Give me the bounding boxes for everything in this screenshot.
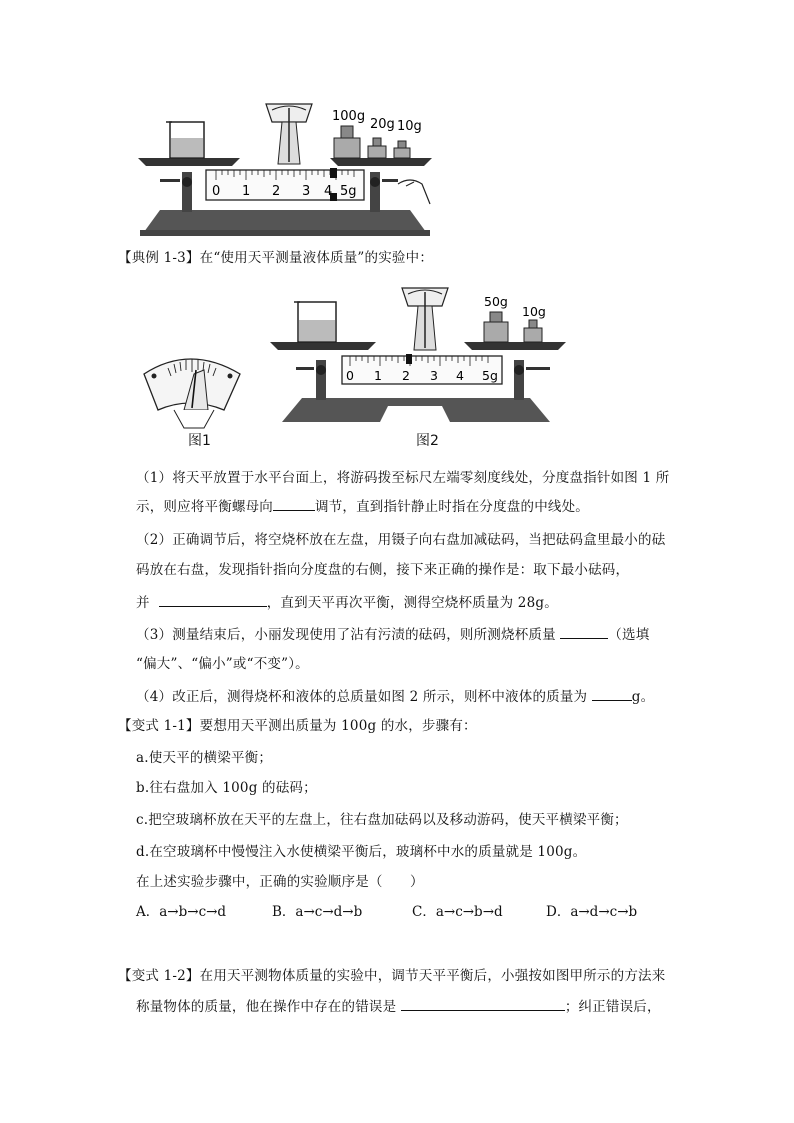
scale-tick: 2	[402, 368, 410, 383]
option-c[interactable]: C．a→c→b→d	[412, 904, 503, 920]
answer-options	[136, 902, 696, 922]
q3-line1-text-a: （3）测量结束后，小丽发现使用了沾有污渍的砝码，则所测烧杯质量	[136, 627, 556, 643]
figure2-caption: 图2	[416, 433, 439, 449]
step-b: b.往右盘加入 100g 的砝码；	[136, 780, 317, 796]
q2-line2: 码放在右盘，发现指针指向分度盘的右侧，接下来正确的操作是：取下最小砝码，	[136, 562, 630, 578]
variant1-question: 在上述实验步骤中，正确的实验顺序是（ ）	[136, 874, 424, 890]
balance-figure-top	[130, 100, 440, 238]
answer-blank[interactable]	[401, 996, 565, 1011]
q1-line2-text-a: 示，则应将平衡螺母向	[136, 499, 273, 515]
answer-blank[interactable]	[273, 496, 315, 511]
scale-tick: 5g	[482, 368, 498, 383]
q1-line2-text-b: 调节，直到指针静止时指在分度盘的中线处。	[315, 499, 589, 515]
scale-tick: 4	[324, 184, 333, 199]
scale-tick: 1	[242, 184, 251, 199]
q4-line1-text-a: （4）改正后，测得烧杯和液体的总质量如图 2 所示，则杯中液体的质量为	[136, 689, 588, 705]
figure1-caption: 图1	[188, 433, 211, 449]
variant2-line2-text-a: 称量物体的质量，他在操作中存在的错误是	[136, 999, 397, 1015]
scale-tick: 0	[212, 184, 221, 199]
weight-label: 10g	[397, 119, 422, 134]
scale-tick: 4	[456, 368, 464, 383]
weight-label: 20g	[370, 117, 395, 132]
q3-line1-text-b: （选填	[608, 627, 650, 643]
option-b[interactable]: B．a→c→d→b	[272, 904, 363, 920]
balance-figure-2	[268, 286, 568, 428]
variant2-title: 【变式 1-2】在用天平测物体质量的实验中，调节天平平衡后，小强按如图甲所示的方法来	[118, 968, 666, 984]
scale-tick: 2	[272, 184, 281, 199]
answer-blank[interactable]	[592, 686, 632, 701]
example-title: 【典例 1-3】在“使用天平测量液体质量”的实验中：	[118, 250, 434, 266]
q4-line1-text-b: g。	[631, 689, 655, 705]
scale-tick: 1	[374, 368, 382, 383]
q2-line3	[136, 592, 558, 613]
step-d: d.在空玻璃杯中慢慢注入水使横梁平衡后，玻璃杯中水的质量就是 100g。	[136, 844, 587, 860]
step-a: a.使天平的横梁平衡；	[136, 750, 273, 766]
q2-line3-text-b: ，直到天平再次平衡，测得空烧杯质量为 28g。	[266, 595, 558, 611]
weight-label: 10g	[522, 304, 546, 319]
q2-line3-text-a: 并	[136, 595, 150, 611]
variant1-title: 【变式 1-1】要想用天平测出质量为 100g 的水，步骤有：	[118, 718, 477, 734]
scale-tick: 3	[302, 184, 311, 199]
q3-line2: “偏大”、“偏小”或“不变”）。	[136, 656, 309, 672]
scale-tick: 5g	[340, 184, 357, 199]
answer-blank[interactable]	[560, 624, 608, 639]
q3-line1	[136, 624, 649, 645]
scale-tick: 3	[430, 368, 438, 383]
option-d[interactable]: D．a→d→c→b	[546, 904, 638, 920]
variant2-line2	[136, 996, 661, 1017]
option-a[interactable]: A．a→b→c→d	[136, 904, 227, 920]
scale-tick: 0	[346, 368, 354, 383]
weight-label: 50g	[484, 294, 508, 309]
q4-line1	[136, 686, 654, 707]
q2-line1: （2）正确调节后，将空烧杯放在左盘，用镊子向右盘加减砝码，当把砝码盒里最小的砝	[136, 532, 666, 548]
q1-line2	[136, 496, 589, 517]
step-c: c.把空玻璃杯放在天平的左盘上，往右盘加砝码以及移动游码，使天平横梁平衡；	[136, 812, 628, 828]
q1-line1: （1）将天平放置于水平台面上，将游码拨至标尺左端零刻度线处，分度盘指针如图 1 所	[136, 470, 670, 486]
weight-label: 100g	[332, 109, 366, 124]
pointer-dial-figure	[138, 340, 248, 430]
variant2-line2-text-b: ；纠正错误后，	[564, 999, 661, 1015]
answer-blank[interactable]	[159, 592, 267, 607]
